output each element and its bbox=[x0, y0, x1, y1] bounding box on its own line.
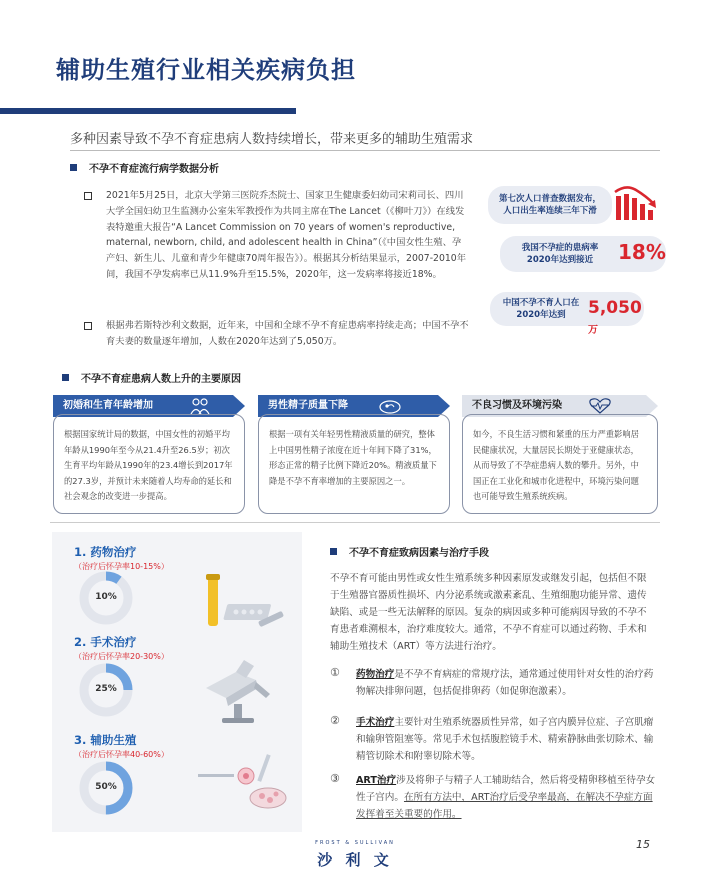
treatment-item-surgery: 手术治疗主要针对生殖系统器质性异常，如子宫内膜异位症、子宫肌瘤和输卵管阻塞等。常见手术包括腹腔镜手术、精索静脉曲张切除术、输精管切除术和附睾切除术等。 bbox=[356, 717, 654, 762]
donut-value-drug: 10% bbox=[95, 592, 117, 602]
cause-body-habits: 如今，不良生活习惯和紧重的压力严重影响居民健康状况，大量居民长期处于亚健康状态，从而导致了不孕症患病人数的攀升。另外，中国正在工业化和城市化进程中，环境污染问题也可能导致生殖系统疾病。 bbox=[462, 414, 658, 514]
logo-english: FROST & SULLIVAN bbox=[315, 840, 395, 846]
square-bullet-icon bbox=[62, 374, 69, 381]
page-subtitle: 多种因素导致不孕不育症患病人数持续增长，带来更多的辅助生殖需求 bbox=[70, 132, 474, 147]
bullet-paragraph: 根据弗若斯特沙利文数据，近年来，中国和全球不孕不育症患病率持续走高；中国不孕不育夫妻的数量逐年增加，人数在2020年达到了5,050万。 bbox=[84, 318, 470, 350]
surgical-chair-icon bbox=[196, 658, 286, 726]
donut-value-surgery: 25% bbox=[95, 684, 117, 694]
section-heading-treatment: 不孕不育症致病因素与治疗手段 bbox=[330, 544, 489, 559]
item-mark-2: ② bbox=[330, 714, 340, 727]
treatment-item-drug: 药物治疗是不孕不育病症的常规疗法，通常通过使用针对女性的治疗药物解决排卵问题，包括促排卵药（如促卵泡激素）。 bbox=[356, 669, 654, 697]
subtitle-divider bbox=[70, 150, 660, 151]
ivf-injection-icon bbox=[196, 752, 290, 818]
section-divider bbox=[50, 522, 660, 523]
section-heading-epidemiology: 不孕不育症流行病学数据分析 bbox=[70, 160, 219, 175]
treatment-label-art: 3. 辅助生殖 bbox=[74, 733, 137, 747]
stat-card-infertility-rate: 我国不孕症的患病率 2020年达到接近 18% bbox=[500, 236, 666, 272]
stat-card-birthrate: 第七次人口普查数据发布， 人口出生率连续三年下滑 bbox=[488, 186, 612, 224]
square-bullet-icon bbox=[70, 164, 77, 171]
logo-chinese: 沙 利 文 bbox=[317, 851, 393, 869]
hollow-square-bullet-icon bbox=[84, 322, 92, 330]
page-number: 15 bbox=[636, 838, 650, 851]
stat-value-population: 5,050万 bbox=[588, 298, 642, 336]
cause-body-sperm: 根据一项有关年轻男性精液质量的研究，整体上中国男性精子浓度在近十年间下降了31%，形态正常的精子比例下降近20%。精液质量下降是不孕不育率增加的主要原因之一。 bbox=[258, 414, 450, 514]
item-mark-1: ① bbox=[330, 666, 340, 679]
page-title: 辅助生殖行业相关疾病负担 bbox=[56, 56, 356, 84]
item-mark-3: ③ bbox=[330, 772, 340, 785]
bar-chart-decline-icon bbox=[612, 182, 658, 222]
treatment-intro: 不孕不育可能由男性或女性生殖系统多种因素原发或继发引起，包括但不限于生殖器官器质性损坏、内分泌系统或激素紊乱、生殖细胞功能异常、遗传缺陷、或是一些无法解释的原因。复杂的病因或多种可能病因导致的不孕不育患者难溯根本，治疗难度较大。通常，不孕不育症可以通过药物、手术和辅助生殖技术（ART）等方法进行治疗。 bbox=[330, 573, 647, 652]
treatment-rate-surgery: （治疗后怀孕率20-30%） bbox=[74, 652, 169, 661]
couple-icon bbox=[189, 397, 211, 415]
section-heading-causes: 不孕不育症患病人数上升的主要原因 bbox=[62, 370, 241, 385]
stat-card-infertile-population: 中国不孕不育人口在 2020年达到 5,050万 bbox=[490, 292, 644, 326]
stat-value-18pct: 18% bbox=[618, 240, 666, 264]
treatment-label-drug: 1. 药物治疗 bbox=[74, 545, 137, 559]
medicine-vials-icon bbox=[196, 572, 292, 632]
treatment-rate-drug: （治疗后怀孕率10-15%） bbox=[74, 562, 169, 571]
sperm-dish-icon bbox=[378, 397, 402, 415]
square-bullet-icon bbox=[330, 548, 337, 555]
treatment-item-art: ART治疗涉及将卵子与精子人工辅助结合，然后将受精卵移植至待孕女性子宫内。在所有方法中，ART治疗后受孕率最高，在解决不孕症方面发挥着至关重要的作用。 bbox=[356, 775, 656, 820]
treatment-label-surgery: 2. 手术治疗 bbox=[74, 635, 137, 649]
treatment-rate-art: （治疗后怀孕率40-60%） bbox=[74, 750, 169, 759]
hollow-square-bullet-icon bbox=[84, 192, 92, 200]
heartbeat-icon bbox=[588, 397, 612, 415]
donut-value-art: 50% bbox=[95, 782, 117, 792]
title-underline bbox=[0, 108, 296, 114]
bullet-paragraph: 2021年5月25日，北京大学第三医院乔杰院士、国家卫生健康委妇幼司宋莉司长、四川大学全国妇幼卫生监测办公室朱军教授作为共同主席在The Lancet（《柳叶刀》）在线发表特邀重大报告“A Lancet Commission on 70 years of women's reproductive, maternal, newborn, child, and adolescent health in China”（《中国女性生殖、孕产妇、新生儿、儿童和青少年健康70周年报告》）。根据其分析结果显示，2007-2010年间，我国不孕发病率已从11.9%升至15.5%，2020年，这一发病率将接近18%。 bbox=[84, 188, 470, 283]
cause-body-age: 根据国家统计局的数据，中国女性的初婚平均年龄从1990年至今从21.4升至26.5岁；初次生育平均年龄从1990年的23.4增长到2017年的27.3岁，并预计未来随着人均寿命的延长和社会观念的改变进一步提高。 bbox=[53, 414, 245, 514]
